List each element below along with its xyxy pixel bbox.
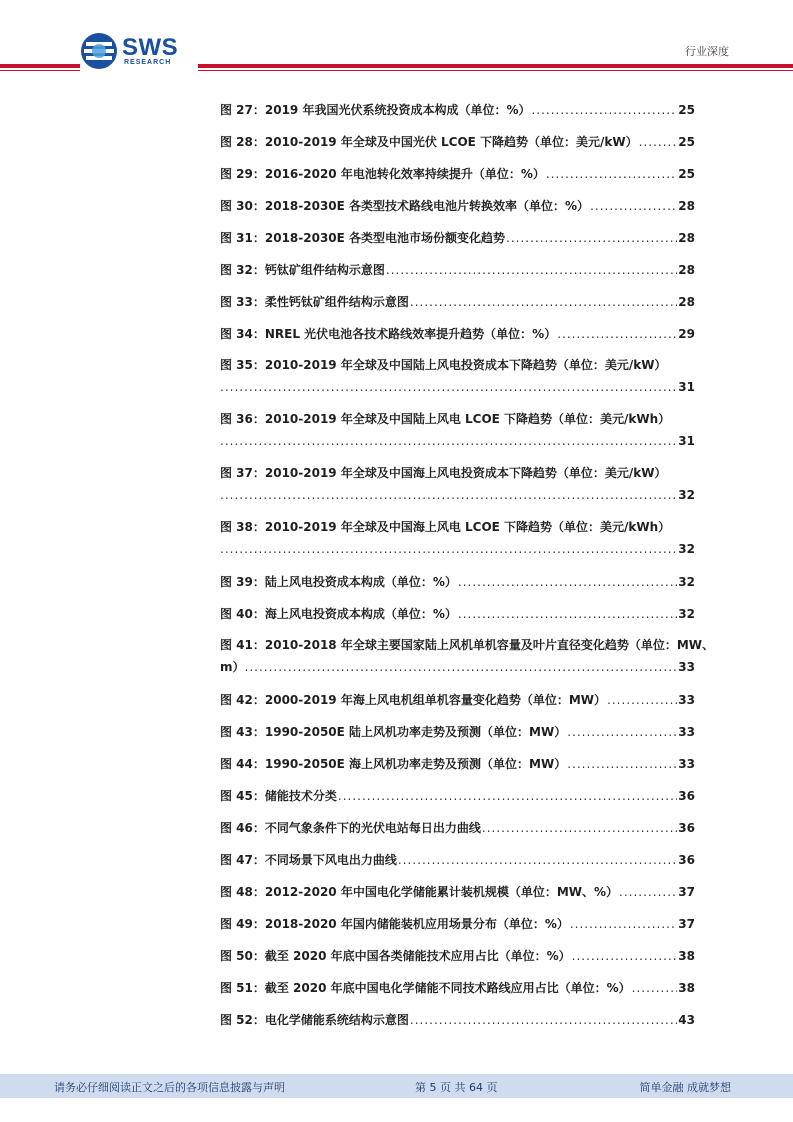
toc-title: 图 36：2010-2019 年全球及中国陆上风电 LCOE 下降趋势（单位：美元/kWh） (220, 412, 671, 426)
toc-entry[interactable] (220, 162, 695, 194)
toc-title: 图 48：2012-2020 年中国电化学储能累计装机规模（单位：MW、%） (220, 885, 619, 899)
toc-page: 31 (678, 380, 695, 394)
toc-page: 32 (678, 575, 695, 589)
toc-entry[interactable] (220, 322, 695, 354)
toc-title: 图 37：2010-2019 年全球及中国海上风电投资成本下降趋势（单位：美元/kW） (220, 466, 667, 480)
toc-title: 图 45：储能技术分类 (220, 789, 337, 803)
toc-entry[interactable] (220, 194, 695, 226)
toc-title: 图 30：2018-2030E 各类型技术路线电池片转换效率（单位：%） (220, 199, 590, 213)
toc-page: 32 (678, 607, 695, 621)
toc-entry[interactable] (220, 912, 695, 944)
figure-list (220, 98, 715, 1040)
header-rule-left (0, 64, 80, 68)
toc-page: 32 (678, 542, 695, 556)
toc-entry[interactable] (220, 688, 695, 720)
toc-entry[interactable] (220, 720, 695, 752)
toc-title: 图 43：1990-2050E 陆上风机功率走势及预测（单位：MW） (220, 725, 567, 739)
toc-leader (220, 538, 677, 560)
toc-entry[interactable] (220, 752, 695, 784)
toc-title: 图 39：陆上风电投资成本构成（单位：%） (220, 575, 457, 589)
toc-page: 33 (678, 693, 695, 707)
toc-title: 图 40：海上风电投资成本构成（单位：%） (220, 607, 457, 621)
toc-page: 33 (678, 725, 695, 739)
toc-leader (567, 720, 677, 744)
toc-page: 25 (678, 167, 695, 181)
footer-slogan: 简单金融 成就梦想 (639, 1081, 731, 1094)
sws-logo (80, 32, 190, 72)
toc-leader (531, 98, 677, 122)
toc-entry[interactable] (220, 634, 715, 688)
toc-title: 图 34：NREL 光伏电池各技术路线效率提升趋势（单位：%） (220, 327, 557, 341)
toc-page: 25 (678, 103, 695, 117)
toc-title: 图 38：2010-2019 年全球及中国海上风电 LCOE 下降趋势（单位：美元/kWh） (220, 520, 671, 534)
toc-leader (386, 258, 677, 282)
report-category: 行业深度 (685, 45, 729, 58)
toc-page: 37 (678, 885, 695, 899)
toc-page: 36 (678, 789, 695, 803)
toc-entry[interactable] (220, 880, 695, 912)
toc-leader (410, 1008, 677, 1032)
toc-page: 38 (678, 981, 695, 995)
toc-page: 37 (678, 917, 695, 931)
toc-entry[interactable] (220, 848, 695, 880)
page-footer (0, 1074, 793, 1098)
toc-entry[interactable] (220, 354, 695, 408)
toc-page: 43 (678, 1013, 695, 1027)
toc-leader (567, 752, 677, 776)
toc-title: 图 42：2000-2019 年海上风电机组单机容量变化趋势（单位：MW） (220, 693, 607, 707)
toc-title-continued: m） (220, 660, 245, 674)
header-rule-left-thin (0, 70, 80, 71)
toc-title: 图 52：电化学储能系统结构示意图 (220, 1013, 409, 1027)
toc-leader (572, 944, 678, 968)
toc-entry[interactable] (220, 226, 695, 258)
toc-entry[interactable] (220, 98, 695, 130)
toc-leader (245, 656, 678, 678)
toc-leader (338, 784, 677, 808)
toc-title: 图 51：截至 2020 年底中国电化学储能不同技术路线应用占比（单位：%） (220, 981, 631, 995)
toc-entry[interactable] (220, 944, 695, 976)
toc-page: 25 (678, 135, 695, 149)
toc-page: 33 (678, 757, 695, 771)
toc-leader (632, 976, 678, 1000)
page-header (0, 0, 793, 80)
toc-entry[interactable] (220, 602, 695, 634)
footer-disclaimer: 请务必仔细阅读正文之后的各项信息披露与声明 (54, 1081, 285, 1094)
toc-page: 32 (678, 488, 695, 502)
toc-title: 图 50：截至 2020 年底中国各类储能技术应用占比（单位：%） (220, 949, 571, 963)
toc-title: 图 49：2018-2020 年国内储能装机应用场景分布（单位：%） (220, 917, 569, 931)
toc-page: 36 (678, 853, 695, 867)
footer-page-info: 第 5 页 共 64 页 (415, 1081, 498, 1094)
toc-leader (220, 484, 677, 506)
toc-entry[interactable] (220, 784, 695, 816)
toc-page: 33 (678, 660, 695, 674)
toc-title: 图 28：2010-2019 年全球及中国光伏 LCOE 下降趋势（单位：美元/kW） (220, 135, 638, 149)
toc-title: 图 47：不同场景下风电出力曲线 (220, 853, 397, 867)
toc-leader (619, 880, 677, 904)
toc-title: 图 41：2010-2018 年全球主要国家陆上风机单机容量及叶片直径变化趋势（单位：MW、 (220, 638, 715, 652)
toc-leader (458, 570, 677, 594)
toc-entry[interactable] (220, 408, 695, 462)
toc-page: 28 (678, 295, 695, 309)
toc-title: 图 35：2010-2019 年全球及中国陆上风电投资成本下降趋势（单位：美元/kW） (220, 358, 667, 372)
toc-title: 图 31：2018-2030E 各类型电池市场份额变化趋势 (220, 231, 506, 245)
toc-leader (458, 602, 677, 626)
toc-entry[interactable] (220, 1008, 695, 1040)
toc-leader (607, 688, 677, 712)
toc-leader (220, 376, 677, 398)
toc-title: 图 32：钙钛矿组件结构示意图 (220, 263, 385, 277)
toc-leader (590, 194, 677, 218)
toc-leader (570, 912, 677, 936)
toc-entry[interactable] (220, 462, 695, 516)
toc-page: 28 (678, 263, 695, 277)
toc-leader (398, 848, 677, 872)
toc-page: 36 (678, 821, 695, 835)
toc-entry[interactable] (220, 570, 695, 602)
toc-title: 图 27：2019 年我国光伏系统投资成本构成（单位：%） (220, 103, 531, 117)
toc-entry[interactable] (220, 130, 695, 162)
sws-logo-icon (80, 32, 118, 70)
toc-entry[interactable] (220, 290, 695, 322)
toc-leader (639, 130, 678, 154)
toc-leader (482, 816, 677, 840)
toc-page: 28 (678, 231, 695, 245)
toc-leader (220, 430, 677, 452)
toc-entry[interactable] (220, 516, 695, 570)
toc-entry[interactable] (220, 976, 695, 1008)
toc-leader (557, 322, 677, 346)
header-rule-right-thin (198, 70, 793, 71)
toc-leader (410, 290, 677, 314)
toc-leader (546, 162, 677, 186)
toc-page: 31 (678, 434, 695, 448)
toc-page: 38 (678, 949, 695, 963)
logo-subtext: RESEARCH (124, 59, 172, 66)
header-rule-right (198, 64, 793, 68)
toc-title: 图 29：2016-2020 年电池转化效率持续提升（单位：%） (220, 167, 545, 181)
toc-title: 图 33：柔性钙钛矿组件结构示意图 (220, 295, 409, 309)
toc-page: 29 (678, 327, 695, 341)
toc-entry[interactable] (220, 258, 695, 290)
logo-text: SWS (122, 34, 179, 61)
toc-entry[interactable] (220, 816, 695, 848)
toc-title: 图 44：1990-2050E 海上风机功率走势及预测（单位：MW） (220, 757, 567, 771)
toc-leader (506, 226, 677, 250)
toc-page: 28 (678, 199, 695, 213)
toc-title: 图 46：不同气象条件下的光伏电站每日出力曲线 (220, 821, 481, 835)
